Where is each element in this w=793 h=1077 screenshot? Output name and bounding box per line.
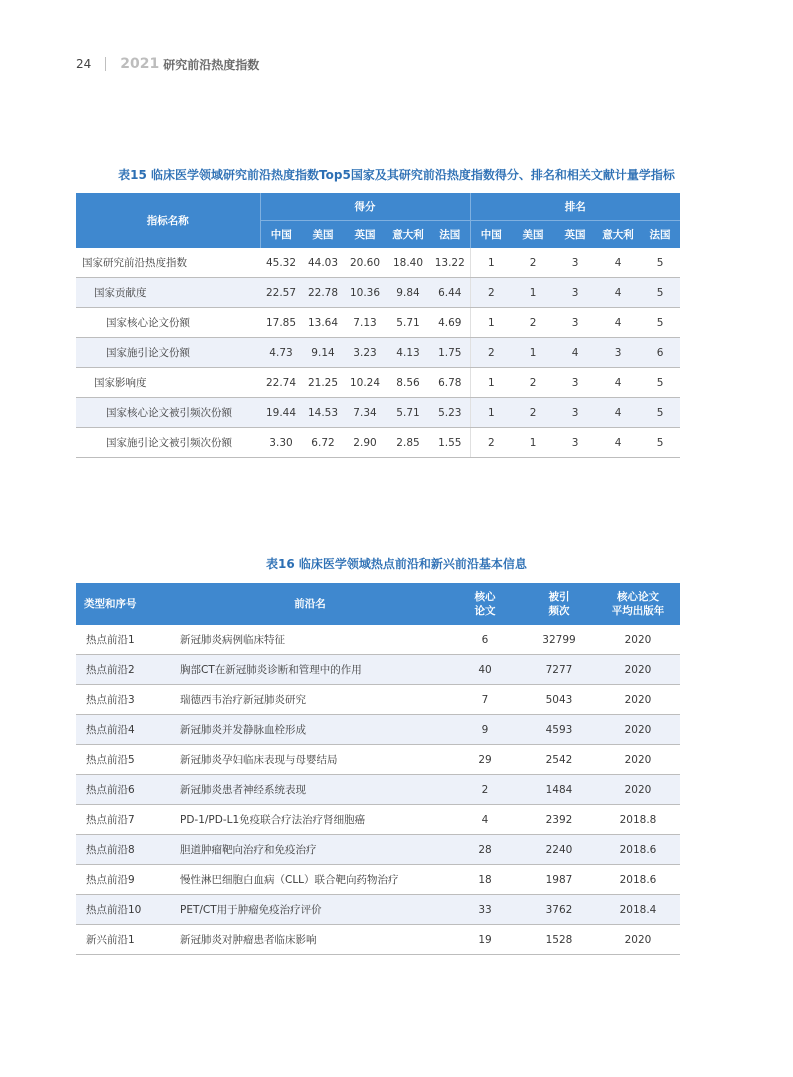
rank-cell: 1 bbox=[470, 248, 512, 278]
indicator-name: 国家研究前沿热度指数 bbox=[76, 248, 260, 278]
header-year: 2021 bbox=[120, 56, 160, 72]
avg-year-cell: 2018.4 bbox=[596, 895, 680, 925]
rank-cell: 3 bbox=[554, 308, 596, 338]
rank-cell: 3 bbox=[554, 428, 596, 458]
rank-cell: 1 bbox=[470, 308, 512, 338]
rank-cell: 4 bbox=[596, 248, 640, 278]
score-cell: 7.34 bbox=[344, 398, 386, 428]
table-row bbox=[76, 625, 680, 655]
score-cell: 9.14 bbox=[302, 338, 344, 368]
indicator-name: 国家施引论文被引频次份额 bbox=[76, 428, 260, 458]
core-papers-cell: 4 bbox=[448, 805, 522, 835]
front-type-cell: 热点前沿5 bbox=[76, 745, 172, 775]
score-cell: 13.64 bbox=[302, 308, 344, 338]
table-row bbox=[76, 745, 680, 775]
table-row bbox=[76, 278, 680, 308]
core-papers-cell: 29 bbox=[448, 745, 522, 775]
avg-year-header-line1: 核心论文 bbox=[617, 591, 659, 603]
rank-cell: 2 bbox=[470, 428, 512, 458]
rank-cell: 2 bbox=[512, 368, 554, 398]
rank-cell: 2 bbox=[512, 308, 554, 338]
score-cell: 6.78 bbox=[430, 368, 470, 398]
score-cell: 5.23 bbox=[430, 398, 470, 428]
front-type-cell: 热点前沿8 bbox=[76, 835, 172, 865]
front-type-cell: 热点前沿7 bbox=[76, 805, 172, 835]
avg-year-cell: 2018.8 bbox=[596, 805, 680, 835]
front-name-cell: 胸部CT在新冠肺炎诊断和管理中的作用 bbox=[172, 655, 448, 685]
score-cell: 45.32 bbox=[260, 248, 302, 278]
header-divider bbox=[105, 57, 106, 71]
score-cell: 6.72 bbox=[302, 428, 344, 458]
table16-caption: 表16 临床医学领域热点前沿和新兴前沿基本信息 bbox=[266, 557, 527, 571]
rank-cell: 2 bbox=[470, 338, 512, 368]
score-cell: 22.57 bbox=[260, 278, 302, 308]
front-name-cell: 新冠肺炎孕妇临床表现与母婴结局 bbox=[172, 745, 448, 775]
score-cell: 5.71 bbox=[386, 398, 430, 428]
score-cell: 21.25 bbox=[302, 368, 344, 398]
rank-cell: 1 bbox=[470, 398, 512, 428]
type-header: 类型和序号 bbox=[76, 583, 172, 625]
front-name-cell: 瑞德西韦治疗新冠肺炎研究 bbox=[172, 685, 448, 715]
score-cell: 3.23 bbox=[344, 338, 386, 368]
score-cell: 4.13 bbox=[386, 338, 430, 368]
citations-header bbox=[522, 583, 596, 625]
avg-year-cell: 2020 bbox=[596, 775, 680, 805]
core-papers-cell: 19 bbox=[448, 925, 522, 955]
avg-year-header bbox=[596, 583, 680, 625]
rank-cell: 2 bbox=[512, 248, 554, 278]
front-name-cell: 新冠肺炎对肿瘤患者临床影响 bbox=[172, 925, 448, 955]
rank-cell: 4 bbox=[596, 308, 640, 338]
country-header: 英国 bbox=[344, 221, 386, 249]
rank-header: 排名 bbox=[470, 193, 680, 221]
citations-cell: 2240 bbox=[522, 835, 596, 865]
front-name-header: 前沿名 bbox=[172, 583, 448, 625]
rank-cell: 4 bbox=[596, 368, 640, 398]
citations-cell: 3762 bbox=[522, 895, 596, 925]
rank-cell: 5 bbox=[640, 398, 680, 428]
score-cell: 7.13 bbox=[344, 308, 386, 338]
front-type-cell: 热点前沿4 bbox=[76, 715, 172, 745]
score-cell: 22.78 bbox=[302, 278, 344, 308]
score-header: 得分 bbox=[260, 193, 470, 221]
indicator-name: 国家核心论文份额 bbox=[76, 308, 260, 338]
indicator-name: 国家贡献度 bbox=[76, 278, 260, 308]
rank-cell: 5 bbox=[640, 278, 680, 308]
score-cell: 14.53 bbox=[302, 398, 344, 428]
rank-cell: 3 bbox=[596, 338, 640, 368]
header-title: 研究前沿热度指数 bbox=[163, 57, 260, 72]
score-cell: 5.71 bbox=[386, 308, 430, 338]
rank-cell: 3 bbox=[554, 368, 596, 398]
avg-year-cell: 2020 bbox=[596, 655, 680, 685]
table-row bbox=[76, 835, 680, 865]
score-cell: 22.74 bbox=[260, 368, 302, 398]
score-cell: 44.03 bbox=[302, 248, 344, 278]
score-cell: 2.85 bbox=[386, 428, 430, 458]
table-row bbox=[76, 685, 680, 715]
score-cell: 2.90 bbox=[344, 428, 386, 458]
front-type-cell: 热点前沿10 bbox=[76, 895, 172, 925]
country-header: 中国 bbox=[260, 221, 302, 249]
avg-year-cell: 2018.6 bbox=[596, 865, 680, 895]
score-cell: 10.36 bbox=[344, 278, 386, 308]
front-name-cell: PET/CT用于肿瘤免疫治疗评价 bbox=[172, 895, 448, 925]
country-header: 英国 bbox=[554, 221, 596, 249]
score-cell: 1.75 bbox=[430, 338, 470, 368]
indicator-name: 国家施引论文份额 bbox=[76, 338, 260, 368]
country-header: 法国 bbox=[640, 221, 680, 249]
rank-cell: 5 bbox=[640, 248, 680, 278]
score-cell: 17.85 bbox=[260, 308, 302, 338]
table-row bbox=[76, 248, 680, 278]
avg-year-cell: 2020 bbox=[596, 925, 680, 955]
table-row bbox=[76, 428, 680, 458]
country-header: 意大利 bbox=[386, 221, 430, 249]
front-type-cell: 新兴前沿1 bbox=[76, 925, 172, 955]
score-cell: 9.84 bbox=[386, 278, 430, 308]
country-header: 中国 bbox=[470, 221, 512, 249]
citations-cell: 1987 bbox=[522, 865, 596, 895]
front-name-cell: 新冠肺炎病例临床特征 bbox=[172, 625, 448, 655]
rank-cell: 5 bbox=[640, 428, 680, 458]
core-papers-cell: 28 bbox=[448, 835, 522, 865]
rank-cell: 3 bbox=[554, 278, 596, 308]
citations-cell: 4593 bbox=[522, 715, 596, 745]
front-name-cell: 慢性淋巴细胞白血病（CLL）联合靶向药物治疗 bbox=[172, 865, 448, 895]
score-cell: 8.56 bbox=[386, 368, 430, 398]
table15-caption: 表15 临床医学领域研究前沿热度指数Top5国家及其研究前沿热度指数得分、排名和相关文献计量学指标 bbox=[118, 168, 675, 182]
core-papers-cell: 40 bbox=[448, 655, 522, 685]
score-cell: 19.44 bbox=[260, 398, 302, 428]
rank-cell: 1 bbox=[512, 338, 554, 368]
rank-cell: 6 bbox=[640, 338, 680, 368]
score-cell: 10.24 bbox=[344, 368, 386, 398]
country-header: 美国 bbox=[512, 221, 554, 249]
rank-cell: 4 bbox=[596, 398, 640, 428]
core-papers-header-line2: 论文 bbox=[474, 605, 496, 617]
table-row bbox=[76, 715, 680, 745]
core-papers-header bbox=[448, 583, 522, 625]
rank-cell: 3 bbox=[554, 398, 596, 428]
table-row bbox=[76, 925, 680, 955]
page-header bbox=[76, 54, 259, 74]
score-cell: 1.55 bbox=[430, 428, 470, 458]
front-type-cell: 热点前沿2 bbox=[76, 655, 172, 685]
core-papers-cell: 9 bbox=[448, 715, 522, 745]
front-name-cell: 胆道肿瘤靶向治疗和免疫治疗 bbox=[172, 835, 448, 865]
citations-cell: 1528 bbox=[522, 925, 596, 955]
front-name-cell: 新冠肺炎并发静脉血栓形成 bbox=[172, 715, 448, 745]
citations-cell: 2542 bbox=[522, 745, 596, 775]
citations-header-line1: 被引 bbox=[548, 591, 570, 603]
rank-cell: 4 bbox=[554, 338, 596, 368]
avg-year-cell: 2020 bbox=[596, 685, 680, 715]
core-papers-cell: 33 bbox=[448, 895, 522, 925]
score-cell: 3.30 bbox=[260, 428, 302, 458]
front-type-cell: 热点前沿6 bbox=[76, 775, 172, 805]
country-header: 意大利 bbox=[596, 221, 640, 249]
indicator-name-header: 指标名称 bbox=[76, 193, 260, 248]
country-header: 法国 bbox=[430, 221, 470, 249]
score-cell: 20.60 bbox=[344, 248, 386, 278]
avg-year-header-line2: 平均出版年 bbox=[611, 605, 665, 617]
avg-year-cell: 2020 bbox=[596, 625, 680, 655]
table-row bbox=[76, 775, 680, 805]
table-row bbox=[76, 805, 680, 835]
front-name-cell: PD-1/PD-L1免疫联合疗法治疗肾细胞癌 bbox=[172, 805, 448, 835]
page-number: 24 bbox=[76, 57, 92, 71]
indicator-name: 国家核心论文被引频次份额 bbox=[76, 398, 260, 428]
table16 bbox=[76, 583, 680, 955]
rank-cell: 4 bbox=[596, 278, 640, 308]
table-row bbox=[76, 398, 680, 428]
core-papers-cell: 6 bbox=[448, 625, 522, 655]
citations-cell: 1484 bbox=[522, 775, 596, 805]
rank-cell: 2 bbox=[512, 398, 554, 428]
score-cell: 13.22 bbox=[430, 248, 470, 278]
score-cell: 6.44 bbox=[430, 278, 470, 308]
avg-year-cell: 2020 bbox=[596, 715, 680, 745]
table-row bbox=[76, 895, 680, 925]
indicator-name: 国家影响度 bbox=[76, 368, 260, 398]
rank-cell: 5 bbox=[640, 308, 680, 338]
core-papers-cell: 7 bbox=[448, 685, 522, 715]
core-papers-cell: 2 bbox=[448, 775, 522, 805]
table-row bbox=[76, 338, 680, 368]
rank-cell: 1 bbox=[512, 278, 554, 308]
core-papers-cell: 18 bbox=[448, 865, 522, 895]
citations-cell: 5043 bbox=[522, 685, 596, 715]
rank-cell: 2 bbox=[470, 278, 512, 308]
table-row bbox=[76, 655, 680, 685]
score-cell: 4.73 bbox=[260, 338, 302, 368]
rank-cell: 1 bbox=[470, 368, 512, 398]
table-row bbox=[76, 368, 680, 398]
citations-header-line2: 频次 bbox=[548, 605, 570, 617]
rank-cell: 4 bbox=[596, 428, 640, 458]
rank-cell: 5 bbox=[640, 368, 680, 398]
avg-year-cell: 2020 bbox=[596, 745, 680, 775]
table-row bbox=[76, 865, 680, 895]
front-type-cell: 热点前沿3 bbox=[76, 685, 172, 715]
front-type-cell: 热点前沿9 bbox=[76, 865, 172, 895]
citations-cell: 7277 bbox=[522, 655, 596, 685]
citations-cell: 2392 bbox=[522, 805, 596, 835]
front-name-cell: 新冠肺炎患者神经系统表现 bbox=[172, 775, 448, 805]
table-row bbox=[76, 308, 680, 338]
front-type-cell: 热点前沿1 bbox=[76, 625, 172, 655]
country-header: 美国 bbox=[302, 221, 344, 249]
score-cell: 18.40 bbox=[386, 248, 430, 278]
rank-cell: 1 bbox=[512, 428, 554, 458]
core-papers-header-line1: 核心 bbox=[474, 591, 496, 603]
citations-cell: 32799 bbox=[522, 625, 596, 655]
table15 bbox=[76, 193, 680, 458]
rank-cell: 3 bbox=[554, 248, 596, 278]
score-cell: 4.69 bbox=[430, 308, 470, 338]
avg-year-cell: 2018.6 bbox=[596, 835, 680, 865]
